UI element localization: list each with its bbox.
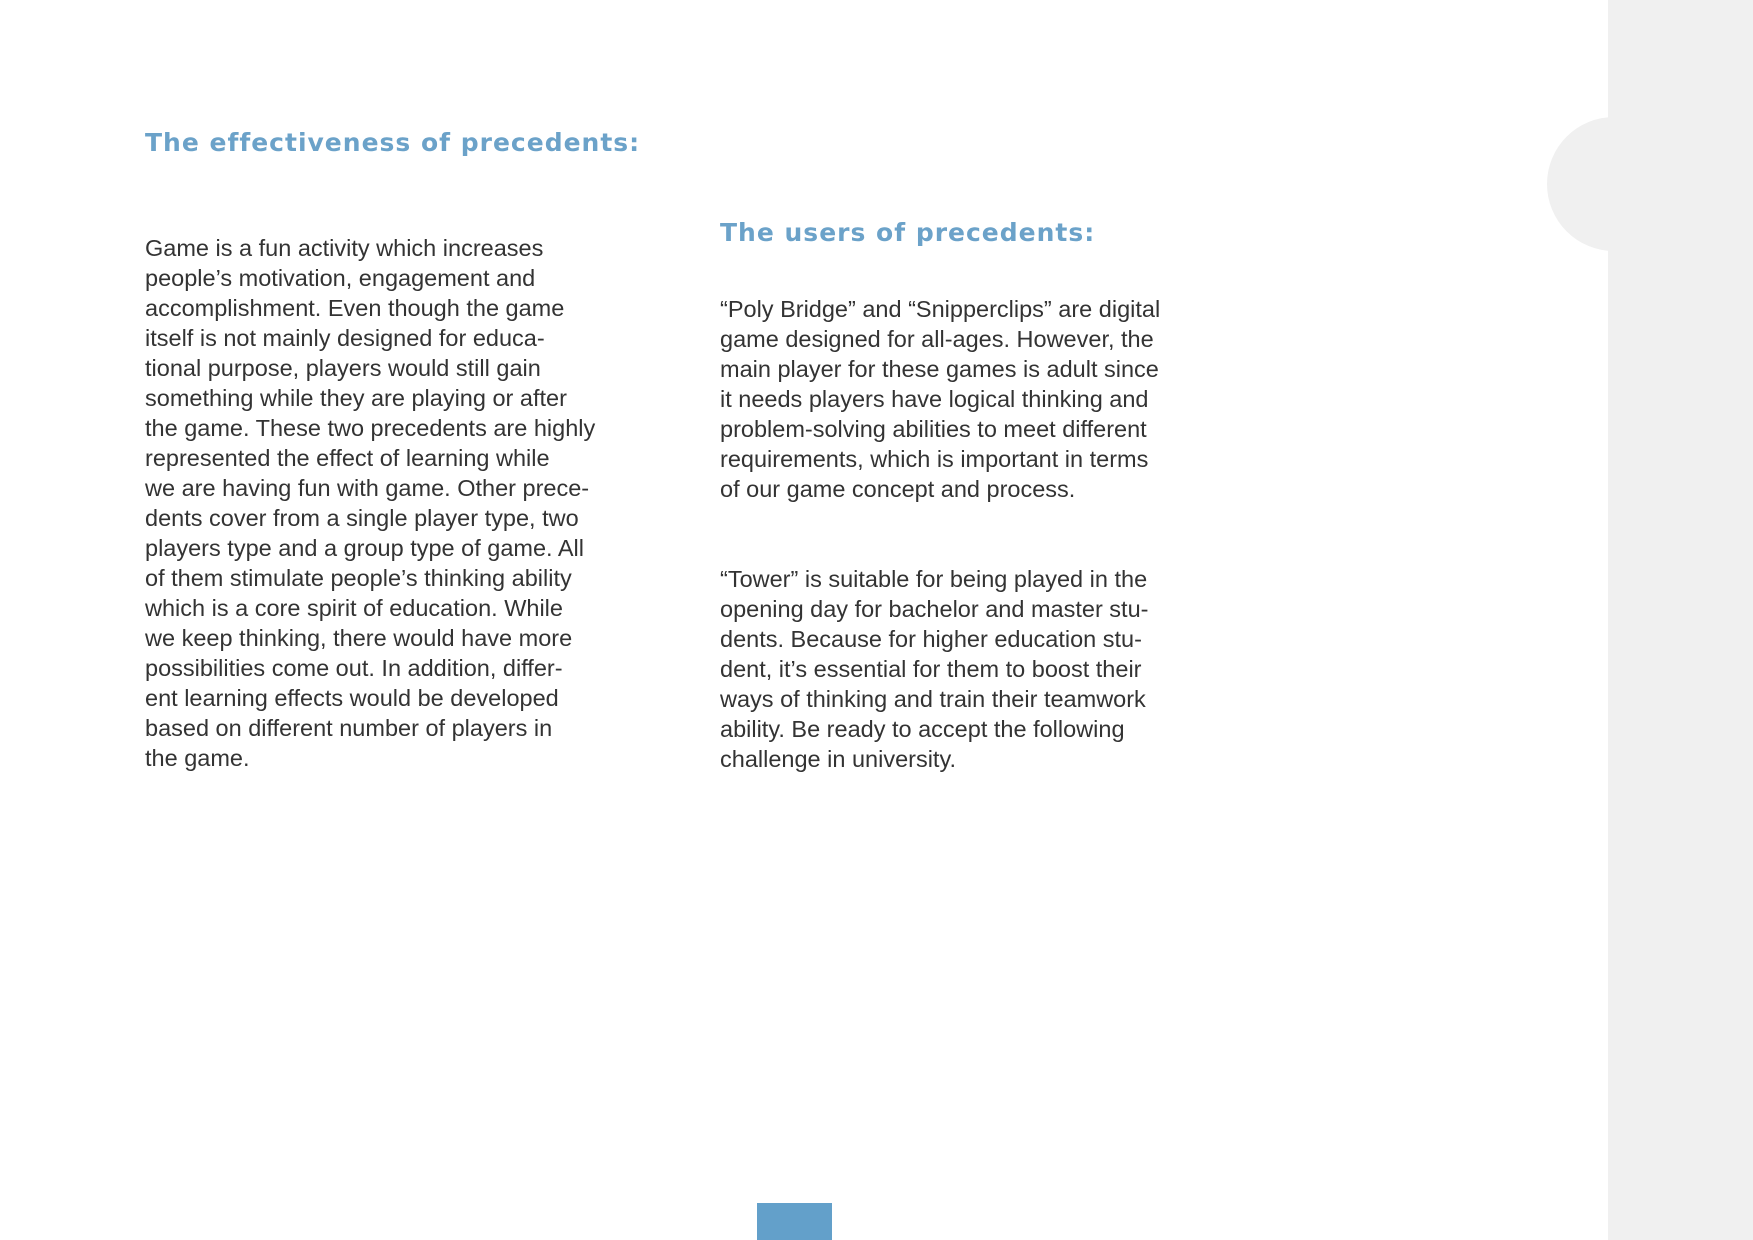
side-tab [1547, 117, 1681, 251]
effectiveness-paragraph: Game is a fun activity which increases people’s motivation, engagement and accomplishment. Even though the game itself is not mainly designed for educa- tional purpose, players would still gain something while they are playing or after the game. These two precedents are highly represented the effect of learning while we are having fun with game. Other prece- dents cover from a single player type, two players type and a group type of game. All of them stimulate people’s thinking ability which is a core spirit of education. While we keep thinking, there would have more possibilities come out. In addition, differ- ent learning effects would be developed based on different number of players in the game. [145, 235, 596, 771]
page-marker [757, 1203, 832, 1240]
effectiveness-heading: The effectiveness of precedents: [145, 128, 641, 157]
users-paragraph-2: “Tower” is suitable for being played in the opening day for bachelor and master stu- dents. Because for higher education stu- dent, it’s essential for them to boost their ways of thinking and train their teamwork ability. Be ready to accept the following challenge in university. [720, 566, 1149, 772]
users-paragraph-1: “Poly Bridge” and “Snipperclips” are digital game designed for all-ages. However, the main player for these games is adult since it needs players have logical thinking and problem-solving abilities to meet different requirements, which is important in terms of our game concept and process. [720, 296, 1161, 502]
users-heading: The users of precedents: [720, 218, 1096, 247]
